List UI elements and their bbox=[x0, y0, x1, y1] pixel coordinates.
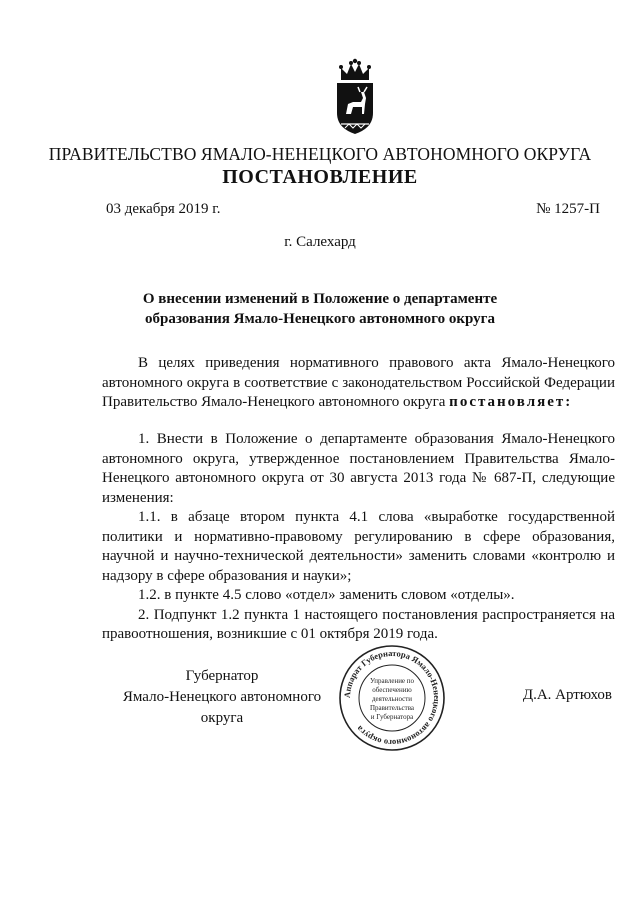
stamp-line-1: Управление по bbox=[369, 677, 415, 685]
item-1: 1. Внести в Положение о департаменте образования Ямало-Ненецкого автономного округа, утвержденное постановлением Правительства Ямало-Ненецкого автономного округа от 30 августа 2013 года № 687-П, следующие изменения: bbox=[102, 431, 615, 506]
stamp-line-5: и Губернатора bbox=[370, 713, 414, 721]
document-date: 03 декабря 2019 г. bbox=[106, 201, 221, 217]
preamble-text: В целях приведения нормативного правового акта Ямало-Ненецкого автономного округа в соответствие с законодательством Российской Федерации Правительство Ямало-Ненецкого автономного округа bbox=[102, 355, 615, 410]
document-subject: О внесении изменений в Положение о департаменте образования Ямало-Ненецкого автономного округа bbox=[142, 291, 498, 327]
document-body bbox=[102, 430, 615, 645]
coat-of-arms-icon bbox=[331, 58, 379, 138]
item-2: 2. Подпункт 1.2 пункта 1 настоящего постановления распространяется на правоотношения, возникшие с 01 октября 2019 года. bbox=[102, 606, 615, 642]
official-seal-icon bbox=[336, 642, 448, 754]
government-title: ПРАВИТЕЛЬСТВО ЯМАЛО-НЕНЕЦКОГО АВТОНОМНОГО ОКРУГА bbox=[48, 144, 592, 164]
document-number: № 1257-П bbox=[536, 201, 600, 217]
item-1-2: 1.2. в пункте 4.5 слово «отдел» заменить словом «отделы». bbox=[138, 587, 515, 603]
document-type: ПОСТАНОВЛЕНИЕ bbox=[222, 166, 418, 188]
document-city: г. Салехард bbox=[284, 234, 356, 250]
stamp-line-4: Правительства bbox=[369, 704, 415, 712]
stamp-ring-text: Аппарат Губернатора Ямало-Ненецкого автономного округа bbox=[341, 647, 443, 749]
decree-word: постановляет: bbox=[449, 394, 573, 410]
item-1-1: 1.1. в абзаце втором пункта 4.1 слова «выработке государственной политики и нормативно-правовому регулированию в сфере образования, научной и научно-технической деятельности» заменить словами «контролю и надзору в сфере образования и науки»; bbox=[102, 509, 615, 584]
stamp-line-2: обеспечению bbox=[372, 686, 412, 694]
signatory-name: Д.А. Артюхов bbox=[522, 687, 612, 703]
signature-title-line2: Ямало-Ненецкого автономного округа bbox=[122, 689, 322, 726]
stamp-line-3: деятельности bbox=[371, 695, 413, 703]
preamble bbox=[102, 354, 615, 413]
signature-title-line1: Губернатор bbox=[185, 668, 259, 684]
signature-title bbox=[102, 666, 342, 729]
